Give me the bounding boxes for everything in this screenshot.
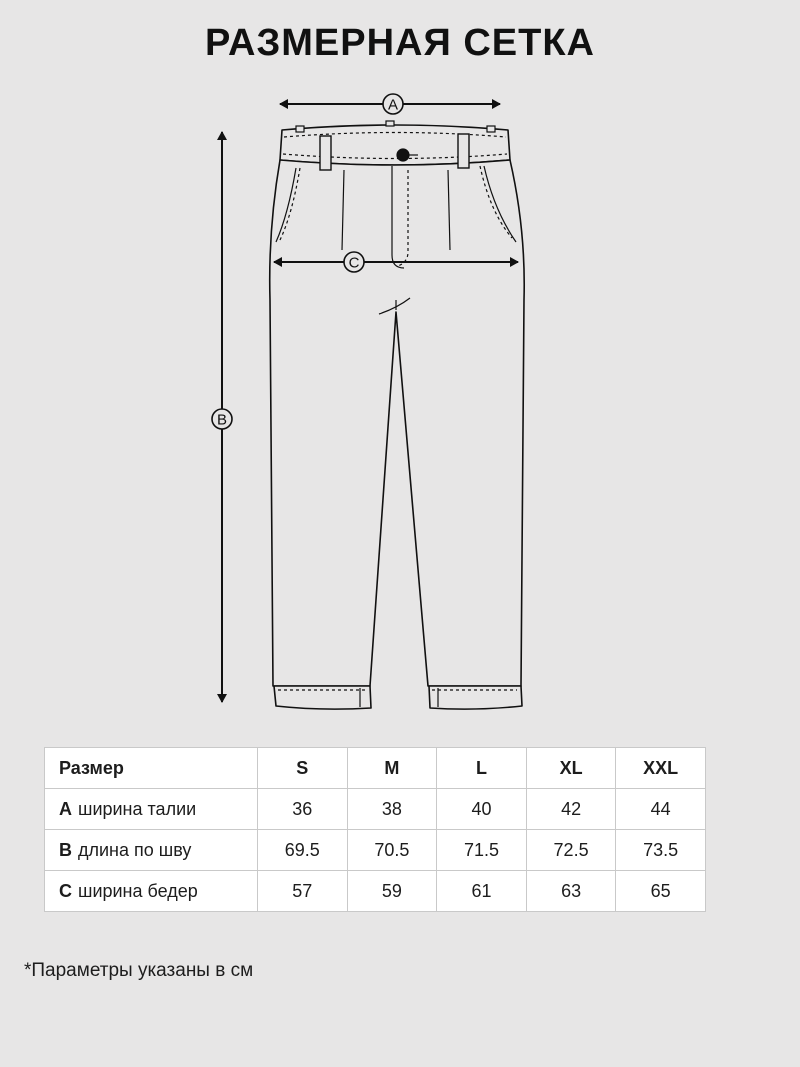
header-size: L <box>437 748 527 789</box>
table-cell: 44 <box>616 789 706 830</box>
row-code: B <box>59 839 72 860</box>
row-name: длина по шву <box>78 839 192 860</box>
row-name: ширина талии <box>78 798 197 819</box>
measure-b-arrow <box>212 132 232 702</box>
header-size: XL <box>526 748 616 789</box>
pants-outline <box>270 125 525 709</box>
table-cell: 36 <box>258 789 348 830</box>
table-cell: 65 <box>616 871 706 912</box>
row-label <box>45 830 258 871</box>
measure-a-label: A <box>387 96 399 114</box>
row-code: C <box>59 880 72 901</box>
measure-a-arrow <box>280 94 500 114</box>
header-size: M <box>347 748 437 789</box>
header-size: XXL <box>616 748 706 789</box>
page-title: РАЗМЕРНАЯ СЕТКА <box>205 22 595 64</box>
table-cell: 38 <box>347 789 437 830</box>
table-cell: 70.5 <box>347 830 437 871</box>
row-code: A <box>59 798 72 819</box>
row-label <box>45 871 258 912</box>
table-row <box>45 789 706 830</box>
table-header-row <box>45 748 706 789</box>
table-cell: 59 <box>347 871 437 912</box>
row-name: ширина бедер <box>78 880 198 901</box>
table-cell: 73.5 <box>616 830 706 871</box>
table-cell: 71.5 <box>437 830 527 871</box>
table-cell: 72.5 <box>526 830 616 871</box>
table-cell: 57 <box>258 871 348 912</box>
header-size: S <box>258 748 348 789</box>
size-table <box>44 747 706 912</box>
table-cell: 61 <box>437 871 527 912</box>
header-label: Размер <box>45 748 258 789</box>
table-row <box>45 871 706 912</box>
table-cell: 40 <box>437 789 527 830</box>
row-label <box>45 789 258 830</box>
footnote: *Параметры указаны в см <box>24 960 254 981</box>
table-cell: 42 <box>526 789 616 830</box>
measure-c-label: C <box>348 254 360 272</box>
measure-b-label: B <box>216 411 228 429</box>
table-cell: 63 <box>526 871 616 912</box>
table-cell: 69.5 <box>258 830 348 871</box>
table-row <box>45 830 706 871</box>
